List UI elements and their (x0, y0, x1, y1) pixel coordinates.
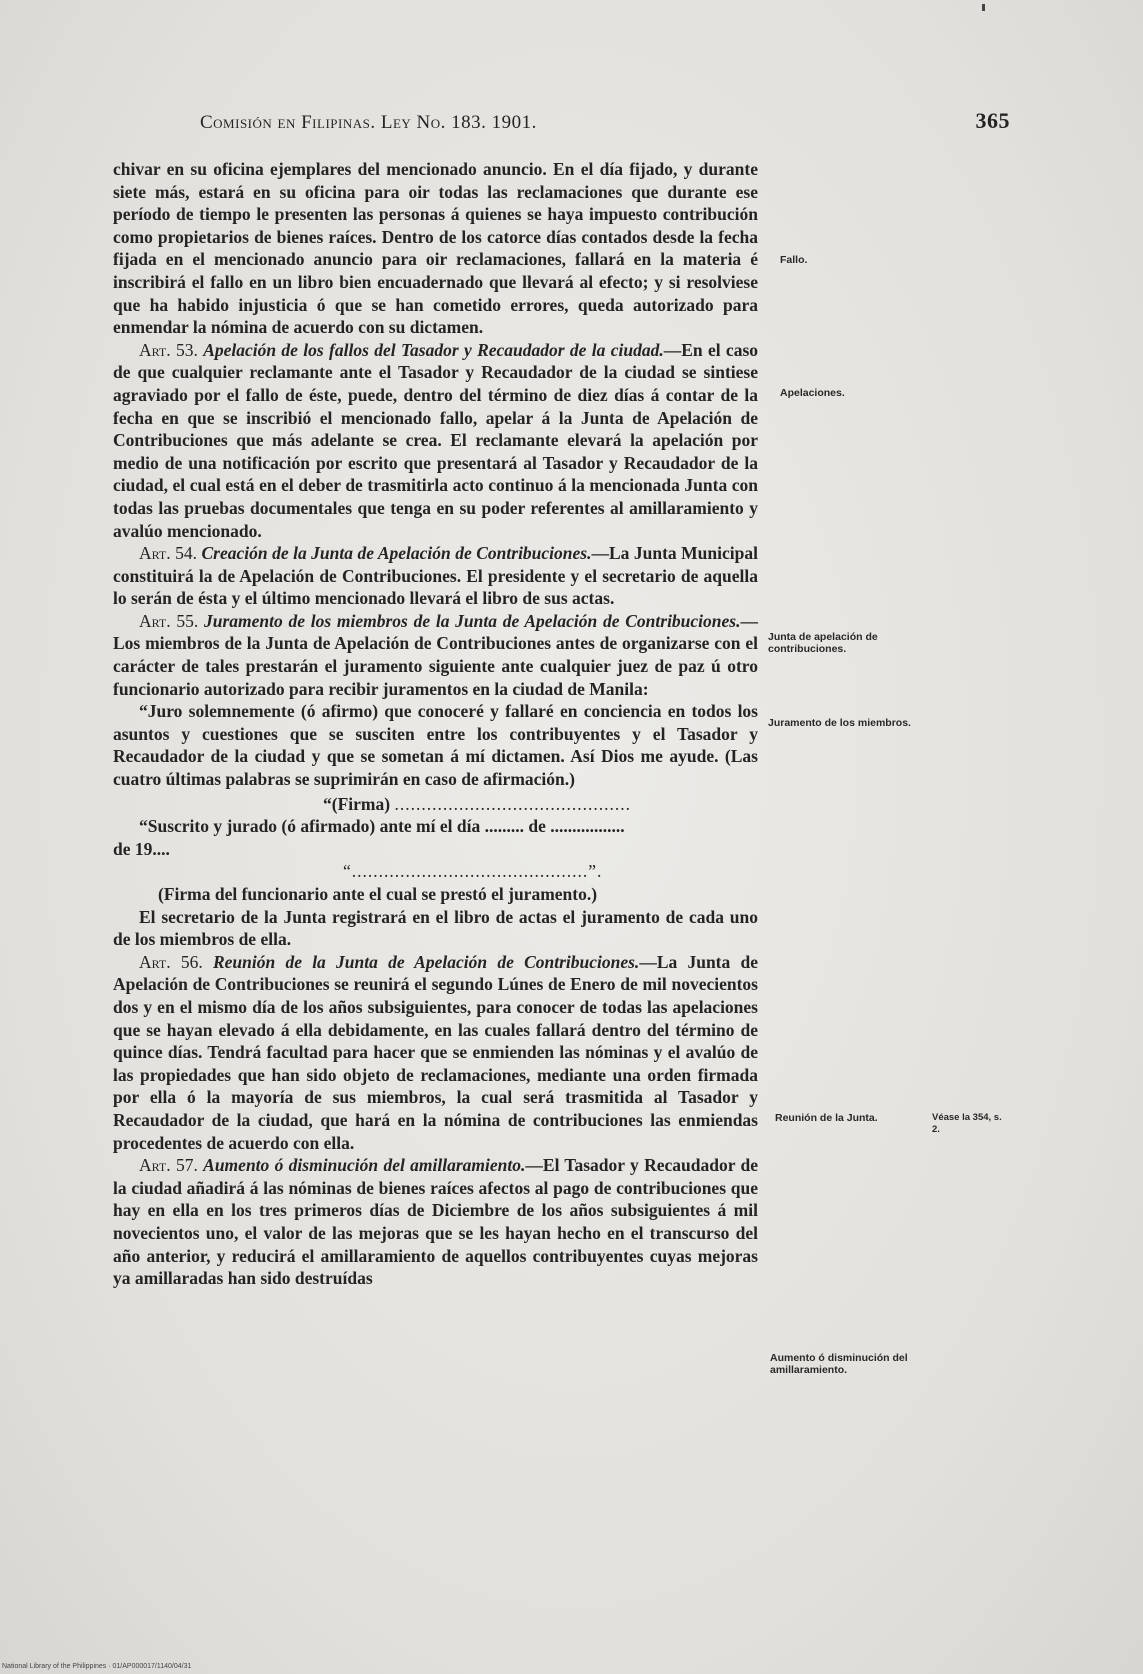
main-text (113, 158, 758, 1290)
margin-note-vease: Véase la 354, s. 2. (932, 1112, 1002, 1135)
signature-line (113, 793, 758, 816)
article-number: Art. 53. (139, 339, 198, 360)
article-57 (113, 1154, 758, 1290)
page-number: 365 (975, 108, 1010, 133)
oath-text: “Juro solemnemente (ó afirmo) que conoceré y fallaré en conciencia en todos los asuntos y cuestiones que se susciten entre los contribuyentes y el Tasador y Recaudador de la ciudad y que se sometan á mí dictamen. Así Dios me ayude. (Las cuatro últimas palabras se suprimirán en caso de afirmación.) (113, 701, 758, 790)
paragraph: El secretario de la Junta registrará en el libro de actas el juramento de cada uno de los miembros de ella. (113, 906, 758, 950)
article-heading: Apelación de los fallos del Tasador y Recaudador de la ciudad. (203, 339, 664, 360)
margin-note-aumento: Aumento ó disminución del amillaramiento. (770, 1352, 908, 1376)
year-line: de 19.... (113, 838, 170, 859)
margin-note-apelaciones: Apelaciones. (780, 387, 845, 399)
official-signature-line: “............................................”. (343, 861, 603, 882)
article-56 (113, 951, 758, 1154)
article-heading: Aumento ó disminución del amillaramiento. (203, 1155, 526, 1176)
article-text: —La Junta de Apelación de Contribuciones se reunirá el segundo Lúnes de Enero de mil novecientos dos y en el mismo día de los años subsiguientes, para conocer de todas las apelaciones que se hayan elevado á ella debidamente, en las cuales fallará dentro del término de quince días. Tendrá facultad para hacer que se enmienden las nóminas y el avalúo de las propiedades que han sido objeto de reclamaciones, mediante una orden firmada por ella ó la mayoría de sus miembros, la cual será trasmitida al Tasador y Recaudador de la ciudad, que hará en la nómina de contribuciones las enmiendas procedentes de acuerdo con ella. (113, 951, 758, 1153)
article-number: Art. 57. (139, 1155, 198, 1176)
article-number: Art. 54. (139, 543, 197, 564)
article-53 (113, 339, 758, 542)
signature-caption: (Firma del funcionario ante el cual se prestó el juramento.) (158, 884, 598, 904)
firma-dots: ............................................ (394, 793, 631, 814)
article-heading: Reunión de la Junta de Apelación de Contribuciones. (212, 951, 640, 972)
article-number: Art. 56. (139, 951, 203, 972)
footer-credit: National Library of the Philippines · 01/AP000017/1140/04/31 (2, 1663, 192, 1670)
scan-mark (982, 4, 985, 11)
article-text: —La Junta Municipal constituirá la de Apelación de Contribuciones. El presidente y el secretario de aquella lo serán de ésta y el último mencionado llevará el libro de sus actas. (113, 543, 758, 609)
article-text: —En el caso de que cualquier reclamante ante el Tasador y Recaudador de la ciudad se sintiese agraviado por el fallo de éste, puede, dentro del término de diez días á contar de la fecha en que se inscribió el mencionado fallo, apelar á la Junta de Apelación de Contribuciones que más adelante se crea. El reclamante elevará la apelación por medio de una notificación por escrito que presentará al Tasador y Recaudador de la ciudad, el cual está en el deber de trasmitirla acto continuo á la mencionada Junta con todas las pruebas documentales que tenga en su poder referentes al amillaramiento y avalúo mencionado. (113, 339, 758, 541)
article-54 (113, 542, 758, 610)
article-text: —Los miembros de la Junta de Apelación de Contribuciones antes de organizarse con el carácter de tales prestarán el juramento siguiente ante cualquier juez de paz ú otro funcionario autorizado para recibir juramentos en la ciudad de Manila: (113, 610, 758, 699)
article-heading: Juramento de los miembros de la Junta de Apelación de Contribuciones. (203, 610, 741, 631)
paragraph: chivar en su oficina ejemplares del mencionado anuncio. En el día fijado, y durante siete más, estará en su oficina para oir todas las reclamaciones que durante ese período de tiempo le presenten las personas á quienes se haya impuesto contribución como propietarios de bienes raíces. Dentro de los catorce días contados desde la fecha fijada en el mencionado anuncio para oir reclamaciones, fallará en la materia é inscribirá el fallo en un libro bien encuadernado que llevará al efecto; y si resolviese que ha habido injusticia ó que se han cometido errores, queda autorizado para enmendar la nómina de acuerdo con su dictamen. (113, 159, 758, 338)
margin-note-fallo: Fallo. (780, 254, 808, 266)
suscrito-line: “Suscrito y jurado (ó afirmado) ante mí el día ......... de ................. (139, 816, 625, 837)
article-55 (113, 610, 758, 700)
firma-label: “(Firma) (323, 793, 391, 814)
header-title: Comisión en Filipinas. Ley No. 183. 1901. (200, 112, 537, 133)
article-number: Art. 55. (139, 610, 199, 631)
article-heading: Creación de la Junta de Apelación de Contribuciones. (201, 543, 592, 564)
margin-note-reunion: Reunión de la Junta. (775, 1112, 878, 1124)
running-header (200, 108, 1010, 134)
margin-note-juramento: Juramento de los miembros. (768, 717, 911, 729)
article-text: —El Tasador y Recaudador de la ciudad añadirá á las nóminas de bienes raíces afectos al pago de contribuciones que hay en ella en los tres primeros días de Diciembre de los años subsiguientes á mil novecientos uno, el valor de las mejoras que se les hayan hecho en el transcurso del año anterior, y reducirá el amillaramiento de aquellos contribuyentes cuyas mejoras ya amillaradas han sido destruídas (113, 1155, 759, 1289)
margin-note-junta: Junta de apelación de contribuciones. (768, 631, 878, 655)
